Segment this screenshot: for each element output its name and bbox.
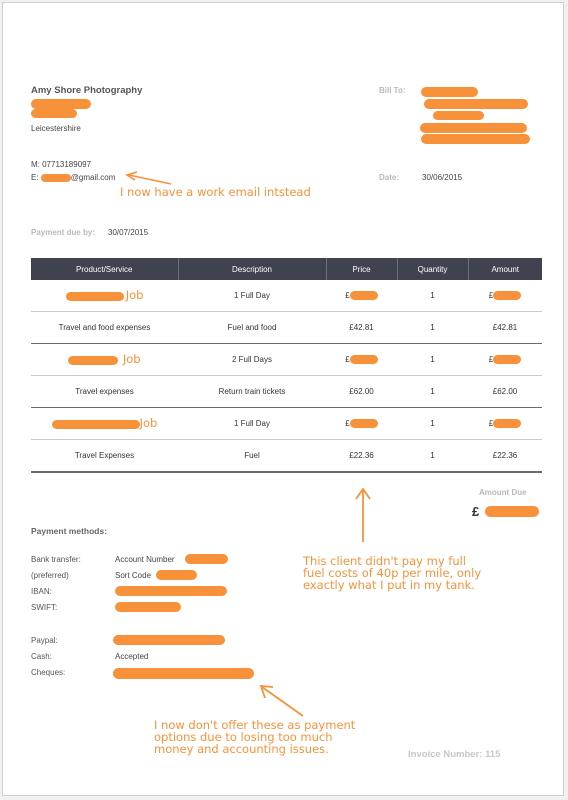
email-domain: @gmail.com [70, 173, 116, 182]
redacted-email-user [41, 174, 71, 182]
table-row [31, 376, 542, 408]
invoice-page [2, 2, 564, 796]
line-items-table [31, 258, 542, 473]
row-quantity: 1 [397, 440, 468, 473]
redacted-price [350, 419, 378, 428]
row-description: 1 Full Day [178, 280, 326, 312]
row-quantity: 1 [397, 408, 468, 440]
redacted-iban [115, 586, 227, 596]
row-quantity: 1 [397, 280, 468, 312]
row-product [31, 344, 178, 376]
redacted-account-number [185, 554, 228, 564]
redacted-amount [493, 291, 521, 300]
row-description: 2 Full Days [178, 344, 326, 376]
redacted-billto-2 [424, 99, 528, 109]
row-price: £22.36 [326, 440, 397, 473]
row-product: Travel and food expenses [31, 312, 178, 344]
amount-due-label: Amount Due [479, 488, 527, 497]
amount-due-currency: £ [472, 504, 480, 519]
company-email [31, 173, 115, 182]
iban-label: IBAN: [31, 587, 52, 596]
payment-methods-title: Payment methods: [31, 526, 108, 536]
header-quantity: Quantity [397, 258, 468, 280]
date-label: Date: [379, 173, 400, 182]
fuel-note-line-1: This client didn't pay my full [303, 554, 467, 568]
redacted-client [68, 356, 118, 365]
redacted-billto-1 [421, 87, 478, 97]
preferred-label: (preferred) [31, 571, 69, 580]
invoice-number: Invoice Number: 115 [408, 749, 501, 760]
fuel-note-line-3: exactly what I put in my tank. [303, 578, 475, 592]
row-price: £ [326, 344, 397, 376]
cheques-label: Cheques: [31, 668, 66, 677]
row-quantity: 1 [397, 376, 468, 408]
redacted-paypal [113, 635, 225, 645]
redacted-amount [493, 419, 521, 428]
row-product: Travel expenses [31, 376, 178, 408]
table-row [31, 312, 542, 344]
redacted-client [66, 292, 124, 301]
cash-label: Cash: [31, 652, 52, 661]
bank-transfer-label: Bank transfer: [31, 555, 81, 564]
row-amount: £42.81 [468, 312, 542, 344]
row-amount: £ [468, 344, 542, 376]
row-price: £42.81 [326, 312, 397, 344]
row-product [31, 280, 178, 312]
row-description: Fuel [178, 440, 326, 473]
row-price: £ [326, 408, 397, 440]
header-product: Product/Service [31, 258, 178, 280]
company-mobile: M: 07713189097 [31, 160, 92, 169]
fuel-note-arrow [353, 486, 373, 544]
redacted-billto-3 [433, 111, 484, 120]
redacted-amount-due [485, 506, 539, 517]
row-quantity: 1 [397, 312, 468, 344]
redacted-billto-5 [421, 134, 530, 144]
fuel-note-line-2: fuel costs of 40p per mile, only [303, 566, 482, 580]
sort-code-label: Sort Code [115, 571, 152, 580]
payment-due-value: 30/07/2015 [108, 228, 149, 237]
redacted-address-line-2 [31, 109, 77, 118]
row-amount: £ [468, 280, 542, 312]
redacted-address-line-1 [31, 99, 91, 109]
job-label: Job [125, 287, 144, 302]
header-amount: Amount [468, 258, 542, 280]
redacted-cheques [113, 668, 254, 679]
header-description: Description [178, 258, 326, 280]
row-description: 1 Full Day [178, 408, 326, 440]
redacted-price [350, 291, 378, 300]
account-number-label: Account Number [115, 555, 175, 564]
redacted-amount [493, 355, 521, 364]
payment-note-line-1: I now don't offer these as payment [154, 718, 356, 732]
redacted-client [52, 420, 140, 429]
payment-note-arrow [257, 683, 307, 719]
row-description: Fuel and food [178, 312, 326, 344]
payment-due-label: Payment due by: [31, 228, 96, 237]
payment-note-line-3: money and accounting issues. [154, 742, 329, 756]
email-note: I now have a work email intstead [120, 185, 311, 199]
company-county: Leicestershire [31, 124, 81, 133]
redacted-price [350, 355, 378, 364]
row-price: £ [326, 280, 397, 312]
header-price: Price [326, 258, 397, 280]
job-label: Job [122, 351, 141, 366]
swift-label: SWIFT: [31, 603, 58, 612]
row-description: Return train tickets [178, 376, 326, 408]
redacted-billto-4 [420, 123, 527, 133]
bill-to-label: Bill To: [379, 86, 406, 95]
job-label: Job [139, 415, 158, 430]
table-row [31, 440, 542, 473]
date-value: 30/06/2015 [422, 173, 463, 182]
row-amount: £ [468, 408, 542, 440]
table-row [31, 408, 542, 440]
table-header-row [31, 258, 542, 280]
redacted-sort-code [156, 570, 197, 580]
paypal-label: Paypal: [31, 636, 58, 645]
row-amount: £62.00 [468, 376, 542, 408]
email-prefix: E: [31, 173, 39, 182]
row-price: £62.00 [326, 376, 397, 408]
company-name: Amy Shore Photography [31, 85, 143, 96]
row-amount: £22.36 [468, 440, 542, 473]
table-row [31, 280, 542, 312]
cash-value: Accepted [115, 652, 149, 661]
table-row [31, 344, 542, 376]
row-product: Travel Expenses [31, 440, 178, 473]
redacted-swift [115, 602, 181, 612]
row-quantity: 1 [397, 344, 468, 376]
payment-note-line-2: options due to losing too much [154, 730, 333, 744]
row-product [31, 408, 178, 440]
